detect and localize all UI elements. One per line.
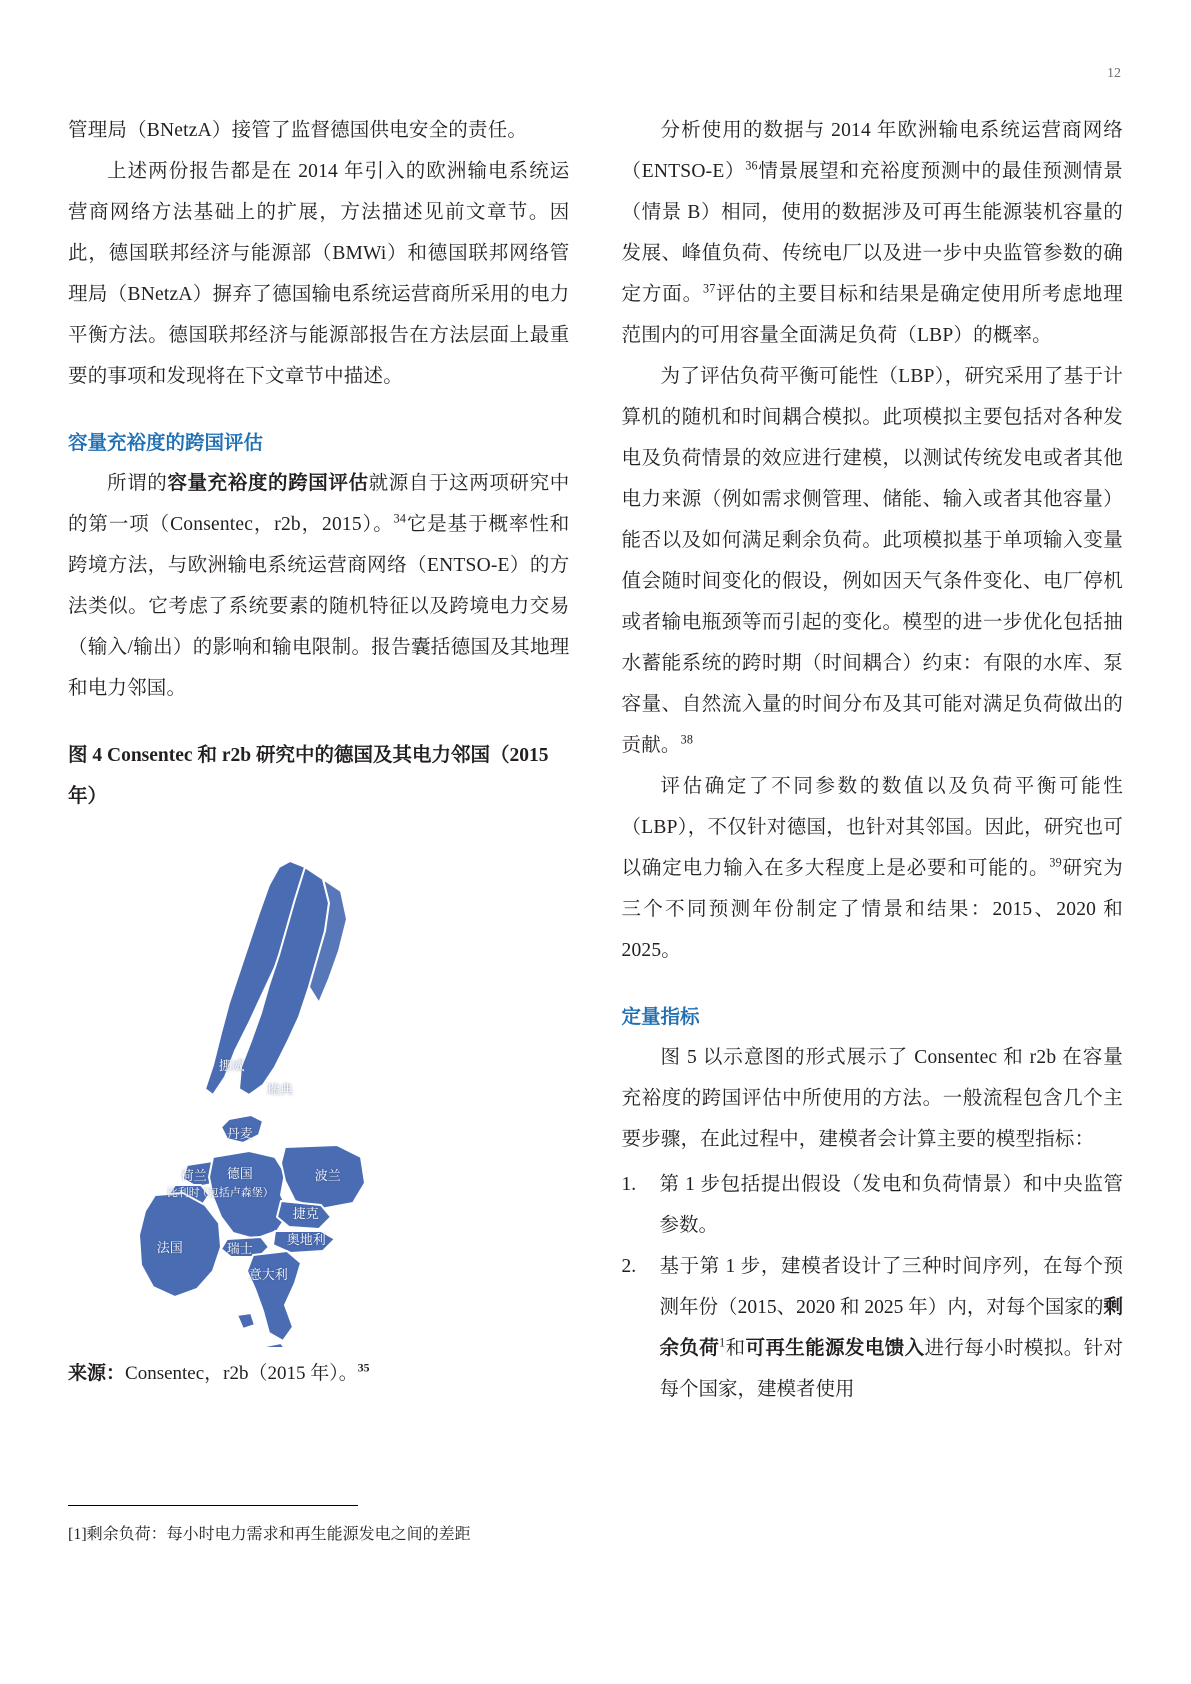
paragraph-left-1: 管理局（BNetzA）接管了监督德国供电安全的责任。 [68, 120, 528, 141]
map-label-italy: 意大利 [248, 1267, 288, 1282]
map-label-germany: 德国 [226, 1166, 253, 1181]
map-label-france: 法国 [156, 1240, 183, 1255]
footnote-marker-35: 35 [357, 1361, 370, 1375]
step-2-number: 2. [621, 1256, 637, 1277]
list-item [622, 1164, 1124, 1246]
para3-part1: 所谓的 [107, 473, 168, 494]
map-label-norway: 挪威 [218, 1058, 245, 1073]
map-label-belgium-luxembourg-note: （包括卢森堡） [196, 1187, 274, 1199]
footnote-marker-1: 1 [719, 1335, 726, 1350]
europe-map-svg [109, 827, 529, 1347]
step-1-number: 1. [621, 1174, 637, 1195]
map-label-belgium: 比利时 [166, 1187, 200, 1199]
paragraph-left-2: 上述两份报告都是在 2014 年引入的欧洲输电系统运营商网络方法基础上的扩展，方法描述见前文章节。因此，德国联邦经济与能源部（BMWi）和德国联邦网络管理局（BNetzA）摒弃了德国输电系统运营商所采用的电力平衡方法。德国联邦经济与能源部报告在方法层面上最重要的事项和发现将在下文章节中描述。 [68, 161, 570, 387]
para-r1-a: 分析使用的数据与 2014 年欧洲输电系统运营商网络（ENTSO-E） [621, 120, 1123, 182]
map-label-czech: 捷克 [292, 1206, 319, 1221]
europe-map [109, 827, 529, 1347]
step-1-text: 第 1 步包括提出假设（发电和负荷情景）和中央监管参数。 [659, 1174, 1123, 1236]
map-label-denmark: 丹麦 [226, 1126, 253, 1141]
step-2-text-b: 和 [725, 1338, 746, 1359]
footnote-marker-38: 38 [680, 732, 694, 747]
page-number: 12 [1107, 66, 1121, 81]
step-2-text-c: 进行每小时模拟。针对每个国家，建模者使用 [659, 1338, 1123, 1400]
figure-source-label: 来源： [68, 1363, 126, 1384]
list-item [622, 1246, 1124, 1410]
paragraph-right-1 [622, 110, 1124, 356]
paragraph-right-2 [622, 356, 1124, 766]
step-2-text-a: 基于第 1 步，建模者设计了三种时间序列，在每个预测年份（2015、2020 和 2025 年）内，对每个国家的 [659, 1256, 1123, 1318]
two-column-body [68, 110, 1123, 1410]
map-label-sweden: 瑞典 [266, 1082, 293, 1097]
section-heading-cross-border: 容量充裕度的跨国评估 [68, 432, 264, 454]
para-r1-c: 评估的主要目标和结果是确定使用所考虑地理范围内的可用容量全面满足负荷（LBP）的概率。 [621, 284, 1123, 346]
footnote-marker-34: 34 [393, 511, 407, 526]
map-label-switzerland: 瑞士 [226, 1241, 253, 1256]
paragraph-right-4: 图 5 以示意图的形式展示了 Consentec 和 r2b 在容量充裕度的跨国评估中所使用的方法。一般流程包含几个主要步骤，在此过程中，建模者会计算主要的模型指标： [621, 1047, 1123, 1150]
map-label-netherlands: 荷兰 [180, 1168, 207, 1183]
map-label-poland: 波兰 [314, 1168, 341, 1183]
para-r3-b: 研究为三个不同预测年份制定了情景和结果：2015、2020 和 2025。 [621, 858, 1124, 961]
step-2-bold-residual-load: 剩余负荷 [659, 1297, 1123, 1359]
figure-4 [68, 827, 570, 1347]
para3-part2: 就源自于这两项研究中的第一项（Consentec，r2b，2015）。 [68, 473, 570, 535]
footnote-marker-37: 37 [703, 281, 716, 296]
figure-4-source [68, 1357, 570, 1391]
paragraph-right-3 [622, 766, 1124, 971]
step-2-bold-renewable-feedin: 可再生能源发电馈入 [745, 1338, 925, 1359]
footnote-marker-39: 39 [1049, 855, 1062, 870]
footnote-marker-36: 36 [745, 158, 758, 173]
para-r1-b: 情景展望和充裕度预测中的最佳预测情景（情景 B）相同，使用的数据涉及可再生能源装机容量的发展、峰值负荷、传统电厂以及进一步中央监管参数的确定方面。 [621, 161, 1123, 305]
para-r2-text: 为了评估负荷平衡可能性（LBP），研究采用了基于计算机的随机和时间耦合模拟。此项模拟主要包括对各种发电及负荷情景的效应进行建模，以测试传统发电或者其他电力来源（例如需求侧管理、储能、输入或者其他容量）能否以及如何满足剩余负荷。此项模拟基于单项输入变量值会随时间变化的假设，例如因天气条件变化、电厂停机或者输电瓶颈等而引起的变化。模型的进一步优化包括抽水蓄能系统的跨时期（时间耦合）约束：有限的水库、泵容量、自然流入量的时间分布及其可能对满足负荷做出的贡献。 [621, 366, 1123, 756]
section-heading-quantitative-indicators: 定量指标 [621, 1006, 700, 1028]
steps-list [622, 1164, 1124, 1410]
footnote-divider [68, 1505, 358, 1506]
right-column [622, 110, 1124, 1410]
figure-source-text: Consentec，r2b（2015 年）。 [125, 1363, 358, 1384]
para-r3-a: 评估确定了不同参数的数值以及负荷平衡可能性（LBP），不仅针对德国，也针对其邻国。因此，研究也可以确定电力输入在多大程度上是必要和可能的。 [621, 776, 1123, 879]
para3-part3: 它是基于概率性和跨境方法，与欧洲输电系统运营商网络（ENTSO-E）的方法类似。它考虑了系统要素的随机特征以及跨境电力交易（输入/输出）的影响和输电限制。报告囊括德国及其地理和电力邻国。 [68, 514, 570, 699]
para3-bold: 容量充裕度的跨国评估 [167, 473, 369, 494]
paragraph-left-3 [68, 463, 570, 709]
map-label-austria: 奥地利 [286, 1232, 326, 1247]
footnote-text: [1]剩余负荷：每小时电力需求和再生能源发电之间的差距 [68, 1526, 471, 1543]
left-column [68, 110, 570, 1410]
figure-4-caption: 图 4 Consentec 和 r2b 研究中的德国及其电力邻国（2015 年） [68, 745, 549, 807]
